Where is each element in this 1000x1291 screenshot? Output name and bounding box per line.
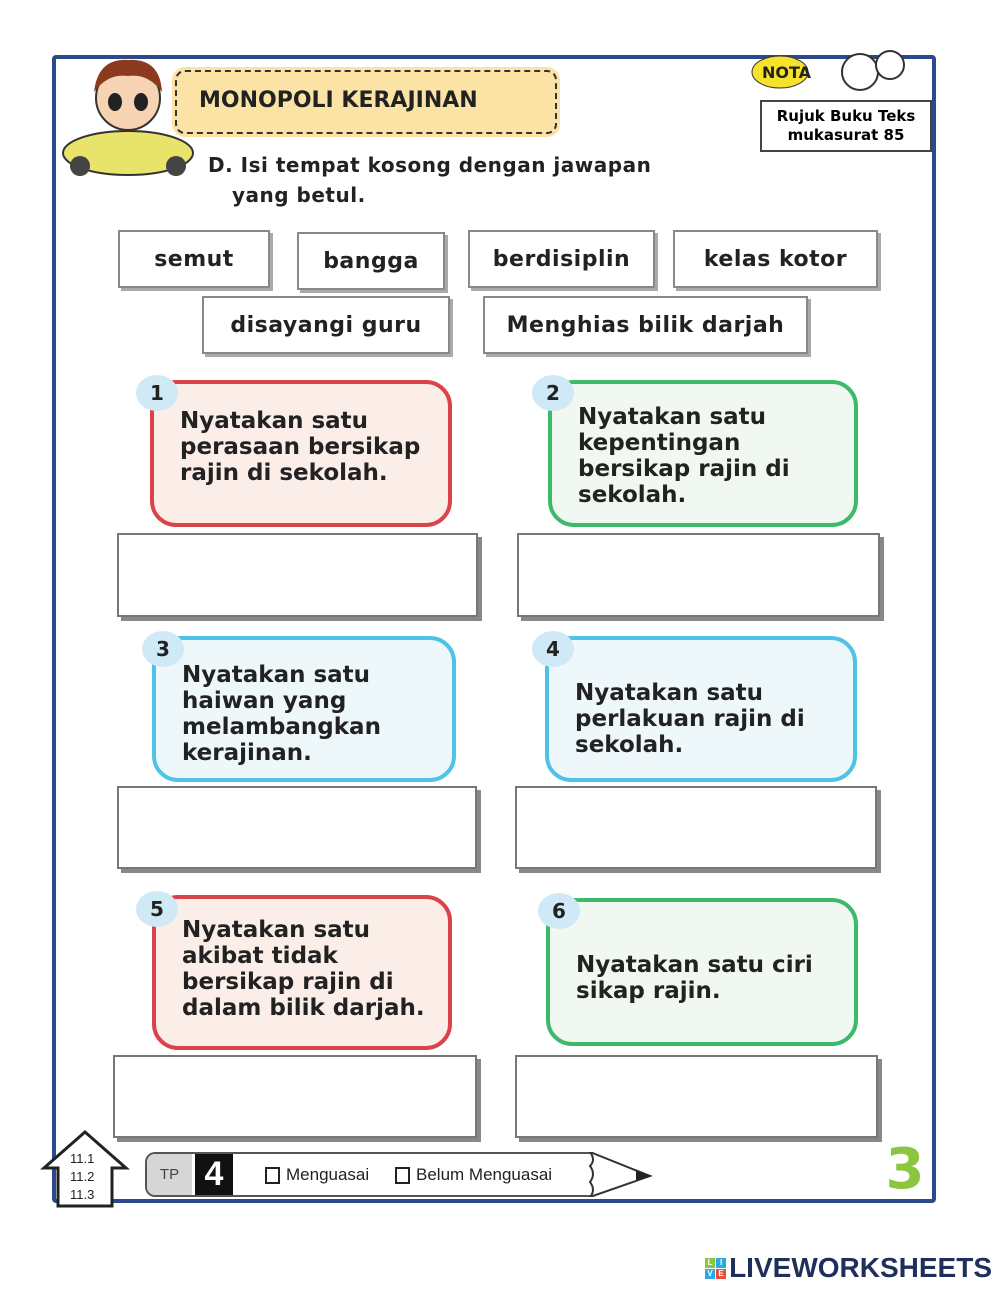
- question-number-badge: 6: [538, 893, 580, 929]
- word-option[interactable]: Menghias bilik darjah: [483, 296, 808, 354]
- question-card-1: Nyatakan satu perasaan bersikap rajin di sekolah.: [150, 380, 452, 527]
- answer-box-3[interactable]: [117, 786, 477, 869]
- question-card-2: Nyatakan satu kepentingan bersikap rajin di sekolah.: [548, 380, 858, 527]
- checkbox[interactable]: [395, 1167, 410, 1184]
- tp-pencil-bar: [145, 1152, 590, 1197]
- option-belum-menguasai[interactable]: [395, 1165, 552, 1185]
- word-option[interactable]: kelas kotor: [673, 230, 878, 288]
- checkbox[interactable]: [265, 1167, 280, 1184]
- question-number-badge: 3: [142, 631, 184, 667]
- instruction: [208, 150, 651, 210]
- question-number-badge: 4: [532, 631, 574, 667]
- question-card-4: Nyatakan satu perlakuan rajin di sekolah.: [545, 636, 857, 782]
- question-number-badge: 5: [136, 891, 178, 927]
- answer-box-2[interactable]: [517, 533, 880, 617]
- answer-box-1[interactable]: [117, 533, 478, 617]
- word-option[interactable]: berdisiplin: [468, 230, 655, 288]
- question-card-3: Nyatakan satu haiwan yang melambangkan kerajinan.: [152, 636, 456, 782]
- skill-code: 11.2: [70, 1169, 95, 1184]
- reference-line-2: mukasurat 85: [787, 126, 905, 144]
- question-card-5: Nyatakan satu akibat tidak bersikap rajin di dalam bilik darjah.: [152, 895, 452, 1050]
- brand-name: LIVEWORKSHEETS: [729, 1252, 992, 1283]
- instruction-line-1: D. Isi tempat kosong dengan jawapan: [208, 153, 652, 177]
- word-option[interactable]: semut: [118, 230, 270, 288]
- worksheet-title: MONOPOLI KERAJINAN: [175, 70, 557, 134]
- textbook-reference: [760, 100, 932, 152]
- question-card-6: Nyatakan satu ciri sikap rajin.: [546, 898, 858, 1046]
- answer-box-4[interactable]: [515, 786, 877, 869]
- liveworksheets-logo: [705, 1252, 992, 1284]
- question-number-badge: 2: [532, 375, 574, 411]
- nota-label: NOTA: [762, 63, 812, 82]
- option-label: Menguasai: [286, 1165, 370, 1184]
- answer-box-5[interactable]: [113, 1055, 477, 1138]
- word-option[interactable]: disayangi guru: [202, 296, 450, 354]
- skill-code: 11.1: [70, 1151, 95, 1166]
- word-option[interactable]: bangga: [297, 232, 445, 290]
- tp-label: TP: [147, 1154, 192, 1195]
- logo-grid-icon: L I V E: [705, 1258, 726, 1279]
- answer-box-6[interactable]: [515, 1055, 878, 1138]
- option-menguasai[interactable]: [265, 1165, 369, 1185]
- skill-code: 11.3: [70, 1187, 95, 1202]
- skill-codes: [70, 1150, 94, 1204]
- tp-level: 4: [195, 1154, 233, 1195]
- pencil-tip-icon: [588, 1152, 658, 1197]
- option-label: Belum Menguasai: [416, 1165, 553, 1184]
- question-number-badge: 1: [136, 375, 178, 411]
- page-number: 3: [885, 1137, 925, 1202]
- instruction-line-2: yang betul.: [232, 183, 366, 207]
- reference-line-1: Rujuk Buku Teks: [776, 107, 916, 125]
